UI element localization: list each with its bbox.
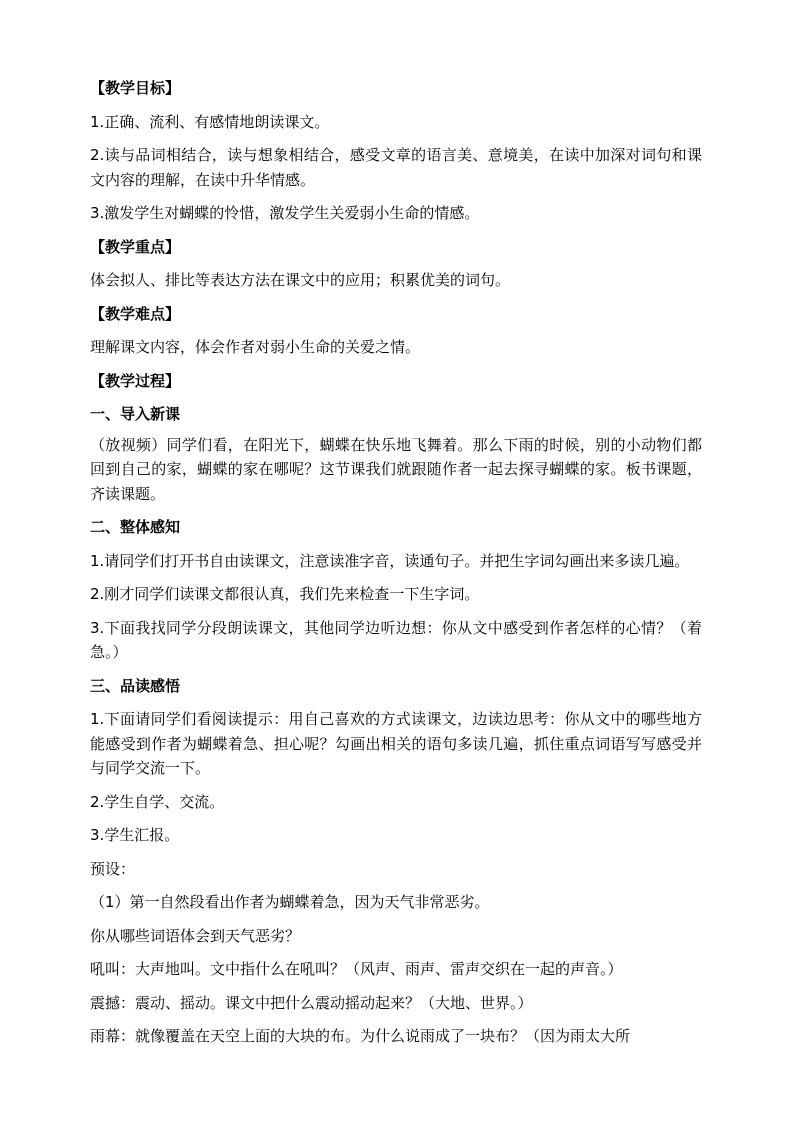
objective-item-3: 3.激发学生对蝴蝶的怜惜，激发学生关爱弱小生命的情感。 bbox=[90, 204, 480, 222]
part2-item-2: 2.刚才同学们读课文都很认真，我们先来检查一下生字词。 bbox=[90, 585, 480, 603]
part2-item-1: 1.请同学们打开书自由读课文，注意读准字音，读通句子。并把生字词勾画出来多读几遍。 bbox=[90, 551, 690, 570]
lesson-plan-body bbox=[90, 76, 702, 1049]
objective-item-1: 1.正确、流利、有感情地朗读课文。 bbox=[90, 112, 330, 131]
part3-item-3: 3.学生汇报。 bbox=[90, 826, 180, 844]
question-1: 你从哪些词语体会到天气恶劣？ bbox=[90, 926, 301, 945]
difficulties-text: 理解课文内容，体会作者对弱小生命的关爱之情。 bbox=[90, 338, 421, 356]
part3-item-2: 2.学生自学、交流。 bbox=[90, 792, 225, 811]
preset-1: （1）第一自然段看出作者为蝴蝶着急，因为天气非常恶劣。 bbox=[90, 893, 490, 911]
key-points-heading: 【教学重点】 bbox=[90, 237, 181, 256]
part2-item-3: 3.下面我找同学分段朗读课文，其他同学边听边想：你从文中感受到作者怎样的心情？（着急。） bbox=[90, 618, 702, 661]
difficulties-heading: 【教学难点】 bbox=[90, 304, 181, 323]
objectives-heading: 【教学目标】 bbox=[90, 79, 181, 97]
part1-heading: 一、导入新课 bbox=[90, 405, 181, 423]
part3-item-1: 1.下面请同学们看阅读提示：用自己喜欢的方式读课文，边读边思考：你从文中的哪些地方能感受到作者为蝴蝶着急、担心呢？勾画出相关的语句多读几遍，抓住重点词语写写感受并与同学交流一下。 bbox=[90, 710, 702, 777]
part3-heading: 三、品读感悟 bbox=[90, 676, 181, 695]
part1-text: （放视频）同学们看，在阳光下，蝴蝶在快乐地飞舞着。那么下雨的时候，别的小动物们都回到自己的家，蝴蝶的家在哪呢？这节课我们就跟随作者一起去探寻蝴蝶的家。板书课题，齐读课题。 bbox=[90, 435, 702, 503]
preset-label: 预设： bbox=[90, 859, 136, 878]
word-explanation-3: 雨幕：就像覆盖在天空上面的大块的布。为什么说雨成了一块布？（因为雨太大所 bbox=[90, 1027, 631, 1045]
objective-item-2: 2.读与品词相结合，读与想象相结合，感受文章的语言美、意境美，在读中加深对词句和课文内容的理解，在读中升华情感。 bbox=[90, 146, 702, 189]
part2-heading: 二、整体感知 bbox=[90, 518, 181, 536]
word-explanation-2: 震撼：震动、摇动。课文中把什么震动摇动起来？（大地、世界。） bbox=[90, 993, 533, 1012]
word-explanation-1: 吼叫：大声地叫。文中指什么在吼叫？（风声、雨声、雷声交织在一起的声音。） bbox=[90, 960, 623, 978]
process-heading: 【教学过程】 bbox=[90, 371, 181, 390]
key-points-text: 体会拟人、排比等表达方法在课文中的应用；积累优美的词句。 bbox=[90, 271, 511, 289]
